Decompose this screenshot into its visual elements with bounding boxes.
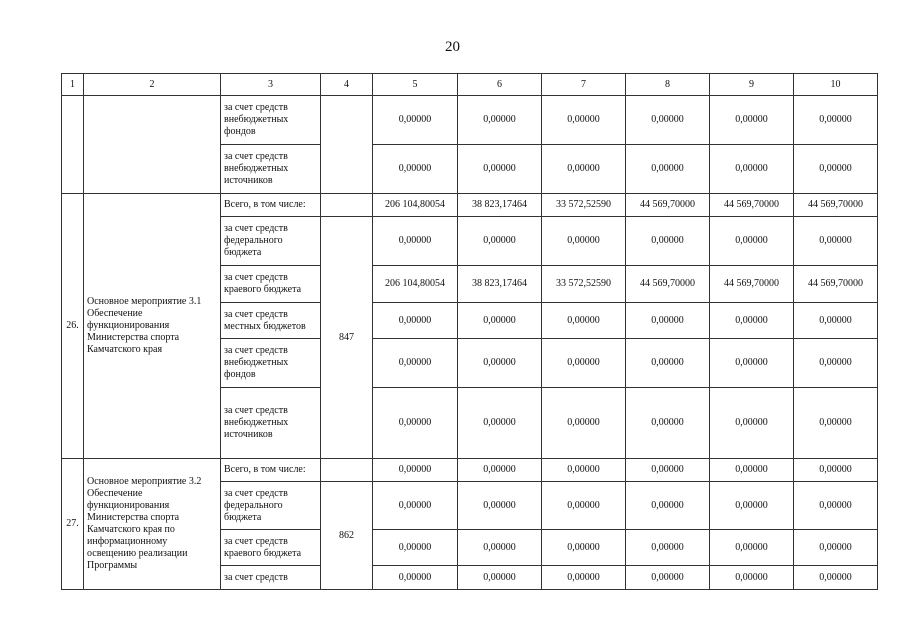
funding-source: за счет средств	[221, 566, 321, 590]
value-cell: 0,00000	[373, 339, 458, 388]
value-cell: 0,00000	[542, 459, 626, 482]
value-cell: 0,00000	[794, 96, 878, 145]
value-cell: 0,00000	[458, 530, 542, 566]
funding-source: за счет средств федерального бюджета	[221, 217, 321, 266]
column-header: 1	[62, 74, 84, 96]
value-cell: 0,00000	[710, 566, 794, 590]
value-cell: 0,00000	[626, 459, 710, 482]
column-header: 8	[626, 74, 710, 96]
value-cell: 0,00000	[373, 459, 458, 482]
value-cell: 44 569,70000	[794, 266, 878, 303]
value-cell: 0,00000	[542, 388, 626, 459]
funding-source: Всего, в том числе:	[221, 194, 321, 217]
value-cell: 33 572,52590	[542, 266, 626, 303]
value-cell: 0,00000	[458, 459, 542, 482]
value-cell: 0,00000	[626, 530, 710, 566]
kbk-cell	[321, 96, 373, 194]
value-cell: 44 569,70000	[794, 194, 878, 217]
funding-source: за счет средств внебюджетных источников	[221, 145, 321, 194]
value-cell: 0,00000	[626, 482, 710, 530]
budget-table	[61, 73, 878, 590]
value-cell: 0,00000	[626, 566, 710, 590]
activity-name: Основное мероприятие 3.2 Обеспечение функционирования Министерства спорта Камчатского края по информационному освещению реализации Программы	[84, 459, 221, 590]
value-cell: 0,00000	[542, 566, 626, 590]
value-cell: 44 569,70000	[626, 266, 710, 303]
value-cell: 0,00000	[794, 482, 878, 530]
table-row	[62, 96, 878, 145]
value-cell: 0,00000	[542, 217, 626, 266]
activity-name: Основное мероприятие 3.1 Обеспечение функционирования Министерства спорта Камчатского края	[84, 194, 221, 459]
value-cell: 0,00000	[373, 566, 458, 590]
value-cell: 0,00000	[542, 482, 626, 530]
value-cell: 0,00000	[373, 530, 458, 566]
value-cell: 0,00000	[710, 303, 794, 339]
value-cell: 0,00000	[373, 217, 458, 266]
column-header: 9	[710, 74, 794, 96]
value-cell: 0,00000	[373, 388, 458, 459]
column-number-row	[62, 74, 878, 96]
value-cell: 0,00000	[710, 96, 794, 145]
value-cell: 206 104,80054	[373, 266, 458, 303]
page-number: 20	[445, 39, 460, 55]
value-cell: 0,00000	[794, 388, 878, 459]
value-cell: 0,00000	[626, 96, 710, 145]
value-cell: 0,00000	[710, 388, 794, 459]
value-cell: 0,00000	[373, 96, 458, 145]
kbk-cell	[321, 194, 373, 217]
value-cell: 0,00000	[794, 339, 878, 388]
funding-source: за счет средств краевого бюджета	[221, 266, 321, 303]
value-cell: 0,00000	[542, 339, 626, 388]
value-cell: 206 104,80054	[373, 194, 458, 217]
value-cell: 0,00000	[458, 145, 542, 194]
value-cell: 38 823,17464	[458, 266, 542, 303]
funding-source: Всего, в том числе:	[221, 459, 321, 482]
kbk-cell	[321, 459, 373, 482]
value-cell: 0,00000	[626, 303, 710, 339]
value-cell: 0,00000	[626, 339, 710, 388]
value-cell: 0,00000	[373, 145, 458, 194]
continuation-index-cell	[62, 96, 84, 194]
funding-source: за счет средств внебюджетных источников	[221, 388, 321, 459]
value-cell: 0,00000	[626, 217, 710, 266]
funding-source: за счет средств внебюджетных фондов	[221, 339, 321, 388]
column-header: 10	[794, 74, 878, 96]
value-cell: 0,00000	[542, 530, 626, 566]
value-cell: 44 569,70000	[710, 266, 794, 303]
value-cell: 0,00000	[794, 530, 878, 566]
table-row	[62, 194, 878, 217]
value-cell: 0,00000	[542, 303, 626, 339]
table-row	[62, 459, 878, 482]
value-cell: 44 569,70000	[710, 194, 794, 217]
kbk-code: 847	[321, 217, 373, 459]
value-cell: 0,00000	[458, 217, 542, 266]
value-cell: 38 823,17464	[458, 194, 542, 217]
continuation-name-cell	[84, 96, 221, 194]
kbk-code: 862	[321, 482, 373, 590]
value-cell: 0,00000	[710, 339, 794, 388]
value-cell: 0,00000	[710, 530, 794, 566]
value-cell: 0,00000	[794, 145, 878, 194]
value-cell: 0,00000	[542, 145, 626, 194]
value-cell: 0,00000	[626, 145, 710, 194]
value-cell: 0,00000	[710, 217, 794, 266]
value-cell: 0,00000	[794, 303, 878, 339]
value-cell: 0,00000	[710, 145, 794, 194]
column-header: 6	[458, 74, 542, 96]
value-cell: 0,00000	[458, 482, 542, 530]
value-cell: 0,00000	[458, 303, 542, 339]
value-cell: 0,00000	[542, 96, 626, 145]
value-cell: 0,00000	[373, 303, 458, 339]
value-cell: 0,00000	[458, 339, 542, 388]
value-cell: 0,00000	[458, 96, 542, 145]
funding-source: за счет средств внебюджетных фондов	[221, 96, 321, 145]
column-header: 2	[84, 74, 221, 96]
value-cell: 0,00000	[626, 388, 710, 459]
value-cell: 0,00000	[794, 217, 878, 266]
value-cell: 0,00000	[710, 459, 794, 482]
row-index: 27.	[62, 459, 84, 590]
column-header: 4	[321, 74, 373, 96]
value-cell: 33 572,52590	[542, 194, 626, 217]
value-cell: 0,00000	[794, 459, 878, 482]
column-header: 7	[542, 74, 626, 96]
value-cell: 0,00000	[458, 388, 542, 459]
row-index: 26.	[62, 194, 84, 459]
funding-source: за счет средств федерального бюджета	[221, 482, 321, 530]
value-cell: 0,00000	[458, 566, 542, 590]
value-cell: 44 569,70000	[626, 194, 710, 217]
value-cell: 0,00000	[710, 482, 794, 530]
value-cell: 0,00000	[794, 566, 878, 590]
value-cell: 0,00000	[373, 482, 458, 530]
column-header: 3	[221, 74, 321, 96]
funding-source: за счет средств местных бюджетов	[221, 303, 321, 339]
column-header: 5	[373, 74, 458, 96]
funding-source: за счет средств краевого бюджета	[221, 530, 321, 566]
